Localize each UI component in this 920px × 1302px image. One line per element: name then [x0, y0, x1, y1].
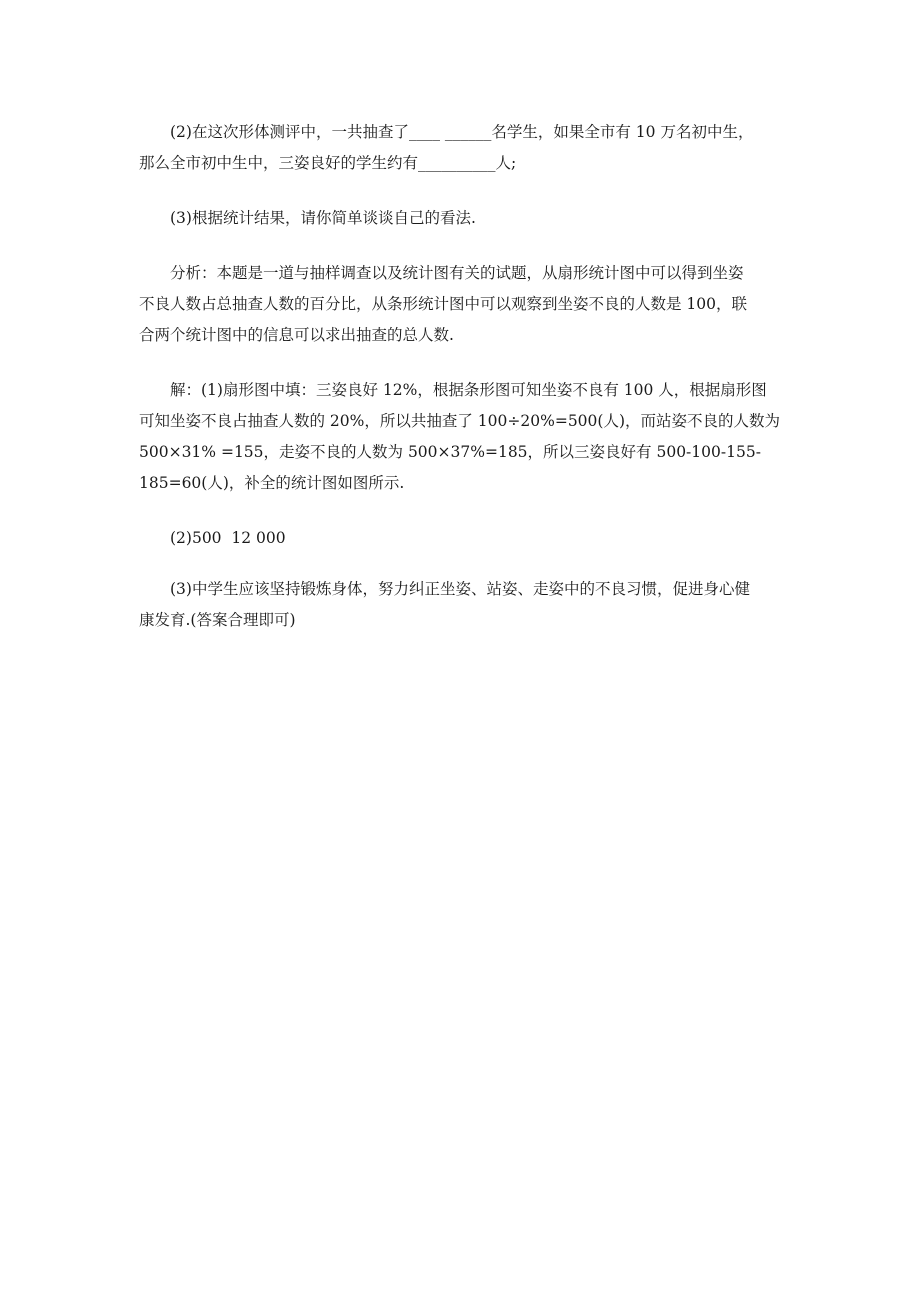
answer-2-line-1: (2)500 12 000 — [170, 529, 286, 547]
analysis-line-2: 不良人数占总抽查人数的百分比，从条形统计图中可以观察到坐姿不良的人数是 100，联 — [139, 295, 748, 313]
solution-paragraph — [139, 375, 785, 499]
analysis-line-3: 合两个统计图中的信息可以求出抽查的总人数. — [139, 326, 454, 344]
question-3-line-1: (3)根据统计结果，请你简单谈谈自己的看法. — [170, 209, 476, 227]
solution-line-3: 500×31% =155，走姿不良的人数为 500×37%=185，所以三姿良好有 500-100-155- — [139, 443, 761, 461]
question-2-line-1: (2)在这次形体测评中，一共抽查了____ ______名学生，如果全市有 10 万名初中生， — [170, 123, 754, 141]
analysis-line-1: 分析：本题是一道与抽样调查以及统计图有关的试题，从扇形统计图中可以得到坐姿 — [170, 264, 744, 282]
analysis-paragraph — [139, 258, 785, 351]
question-2-line-2: 那么全市初中生中，三姿良好的学生约有__________人; — [139, 154, 517, 172]
document-body — [139, 117, 785, 660]
solution-line-1: 解：(1)扇形图中填：三姿良好 12%，根据条形图可知坐姿不良有 100 人，根据扇形图 — [170, 381, 767, 399]
question-3-paragraph — [139, 203, 785, 234]
answer-2-paragraph — [139, 523, 785, 554]
solution-line-2: 可知坐姿不良占抽查人数的 20%，所以共抽查了 100÷20%=500(人)，而站姿不良的人数为 — [139, 412, 780, 430]
answer-3-line-1: (3)中学生应该坚持锻炼身体，努力纠正坐姿、站姿、走姿中的不良习惯，促进身心健 — [170, 580, 750, 598]
answer-3-line-2: 康发育.(答案合理即可) — [139, 611, 296, 629]
answer-3-paragraph — [139, 574, 785, 636]
question-2-paragraph — [139, 117, 785, 179]
solution-line-4: 185=60(人)，补全的统计图如图所示. — [139, 474, 405, 492]
